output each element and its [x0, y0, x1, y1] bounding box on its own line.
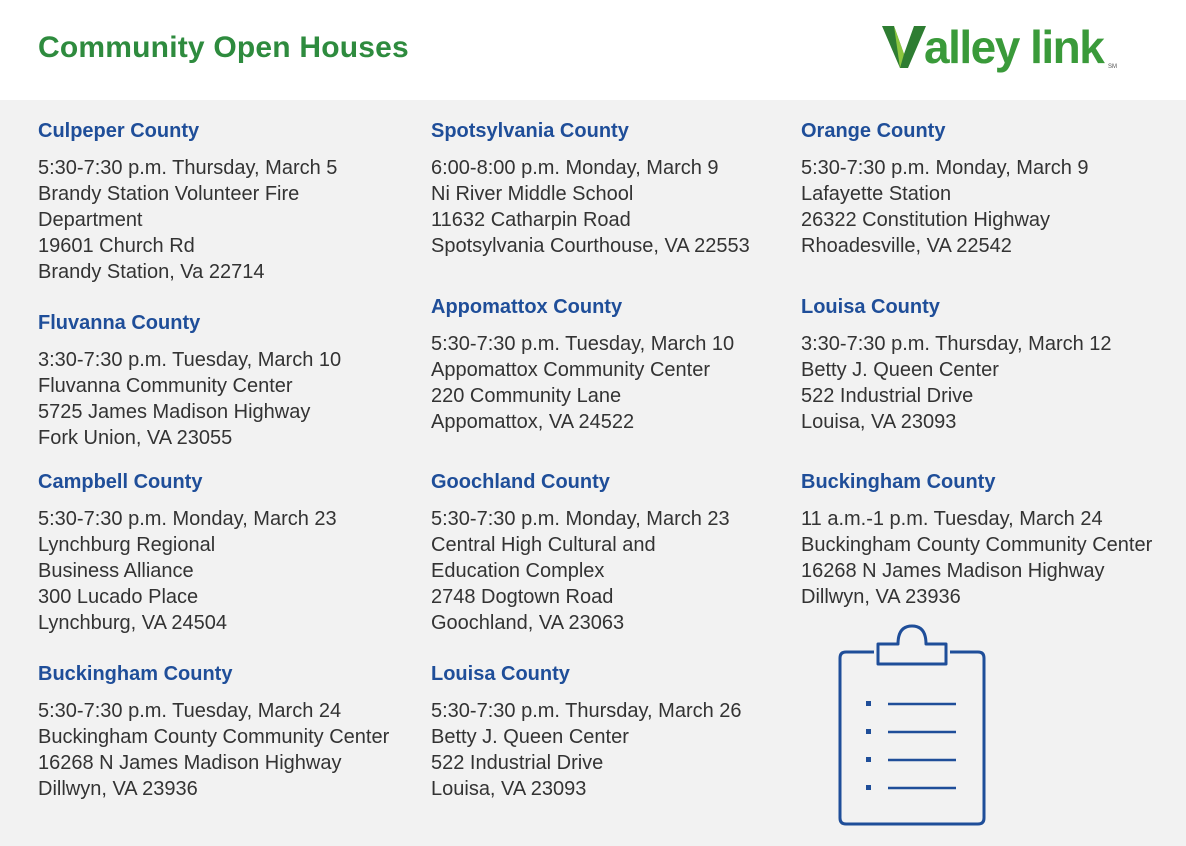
events-panel [0, 100, 1186, 846]
event-campbell [38, 470, 337, 636]
event-venue-cont: Department [38, 209, 143, 231]
event-time: 3:30-7:30 p.m. Tuesday, March 10 [38, 349, 342, 371]
event-street: 220 Community Lane [431, 385, 622, 407]
county-heading: Orange County [801, 120, 946, 142]
event-time: 11 a.m.-1 p.m. Tuesday, March 24 [801, 508, 1103, 530]
county-heading: Spotsylvania County [431, 120, 629, 142]
event-city: Lynchburg, VA 24504 [38, 612, 228, 634]
event-venue: Fluvanna Community Center [38, 375, 293, 397]
county-heading: Fluvanna County [38, 312, 201, 334]
event-venue: Betty J. Queen Center [431, 726, 629, 748]
event-city: Spotsylvania Courthouse, VA 22553 [431, 235, 750, 257]
event-venue: Lafayette Station [801, 183, 952, 205]
event-louisa-1 [431, 662, 742, 802]
event-city: Fork Union, VA 23055 [38, 427, 233, 449]
event-street: 522 Industrial Drive [431, 752, 604, 774]
county-heading: Buckingham County [38, 663, 233, 685]
event-street: 522 Industrial Drive [801, 385, 974, 407]
event-time: 5:30-7:30 p.m. Thursday, March 5 [38, 157, 338, 179]
county-heading: Culpeper County [38, 120, 200, 142]
event-street: 11632 Catharpin Road [431, 209, 631, 231]
event-street: 19601 Church Rd [38, 235, 195, 257]
event-spotsylvania [431, 119, 750, 259]
event-time: 5:30-7:30 p.m. Monday, March 23 [431, 508, 730, 530]
event-venue: Buckingham County Community Center [801, 534, 1153, 556]
valley-link-logo [880, 20, 1120, 85]
event-time: 5:30-7:30 p.m. Monday, March 23 [38, 508, 337, 530]
event-buckingham-1 [38, 662, 389, 802]
event-appomattox [431, 295, 734, 435]
event-street: 16268 N James Madison Highway [38, 752, 342, 774]
event-venue-cont: Education Complex [431, 560, 605, 582]
event-city: Goochland, VA 23063 [431, 612, 625, 634]
event-time: 6:00-8:00 p.m. Monday, March 9 [431, 157, 719, 179]
event-city: Appomattox, VA 24522 [431, 411, 635, 433]
page-header [0, 0, 1186, 100]
event-city: Dillwyn, VA 23936 [801, 586, 961, 608]
event-culpeper [38, 119, 337, 285]
clipboard-icon [836, 622, 986, 827]
event-venue: Central High Cultural and [431, 534, 656, 556]
event-venue-cont: Business Alliance [38, 560, 194, 582]
county-heading: Appomattox County [431, 296, 623, 318]
event-street: 16268 N James Madison Highway [801, 560, 1105, 582]
event-street: 5725 James Madison Highway [38, 401, 311, 423]
event-goochland [431, 470, 730, 636]
event-venue: Appomattox Community Center [431, 359, 711, 381]
event-city: Rhoadesville, VA 22542 [801, 235, 1012, 257]
event-street: 300 Lucado Place [38, 586, 199, 608]
event-fluvanna [38, 311, 341, 451]
event-time: 5:30-7:30 p.m. Tuesday, March 24 [38, 700, 342, 722]
event-city: Louisa, VA 23093 [801, 411, 957, 433]
logo-wordmark: alley link [924, 21, 1104, 73]
event-venue: Lynchburg Regional [38, 534, 216, 556]
event-time: 5:30-7:30 p.m. Tuesday, March 10 [431, 333, 735, 355]
county-heading: Louisa County [431, 663, 570, 685]
logo-service-mark: SM [1108, 64, 1117, 70]
county-heading: Louisa County [801, 296, 940, 318]
page-title: Community Open Houses [38, 31, 409, 64]
event-city: Brandy Station, Va 22714 [38, 261, 265, 283]
event-venue: Ni River Middle School [431, 183, 634, 205]
event-time: 5:30-7:30 p.m. Thursday, March 26 [431, 700, 742, 722]
event-buckingham-2 [801, 470, 1152, 610]
event-time: 5:30-7:30 p.m. Monday, March 9 [801, 157, 1089, 179]
event-street: 2748 Dogtown Road [431, 586, 614, 608]
county-heading: Campbell County [38, 471, 203, 493]
county-heading: Buckingham County [801, 471, 996, 493]
event-venue: Betty J. Queen Center [801, 359, 999, 381]
event-city: Louisa, VA 23093 [431, 778, 587, 800]
event-city: Dillwyn, VA 23936 [38, 778, 198, 800]
event-venue: Brandy Station Volunteer Fire [38, 183, 300, 205]
event-street: 26322 Constitution Highway [801, 209, 1051, 231]
event-time: 3:30-7:30 p.m. Thursday, March 12 [801, 333, 1112, 355]
event-venue: Buckingham County Community Center [38, 726, 390, 748]
event-orange [801, 119, 1089, 259]
event-louisa-2 [801, 295, 1112, 435]
county-heading: Goochland County [431, 471, 610, 493]
